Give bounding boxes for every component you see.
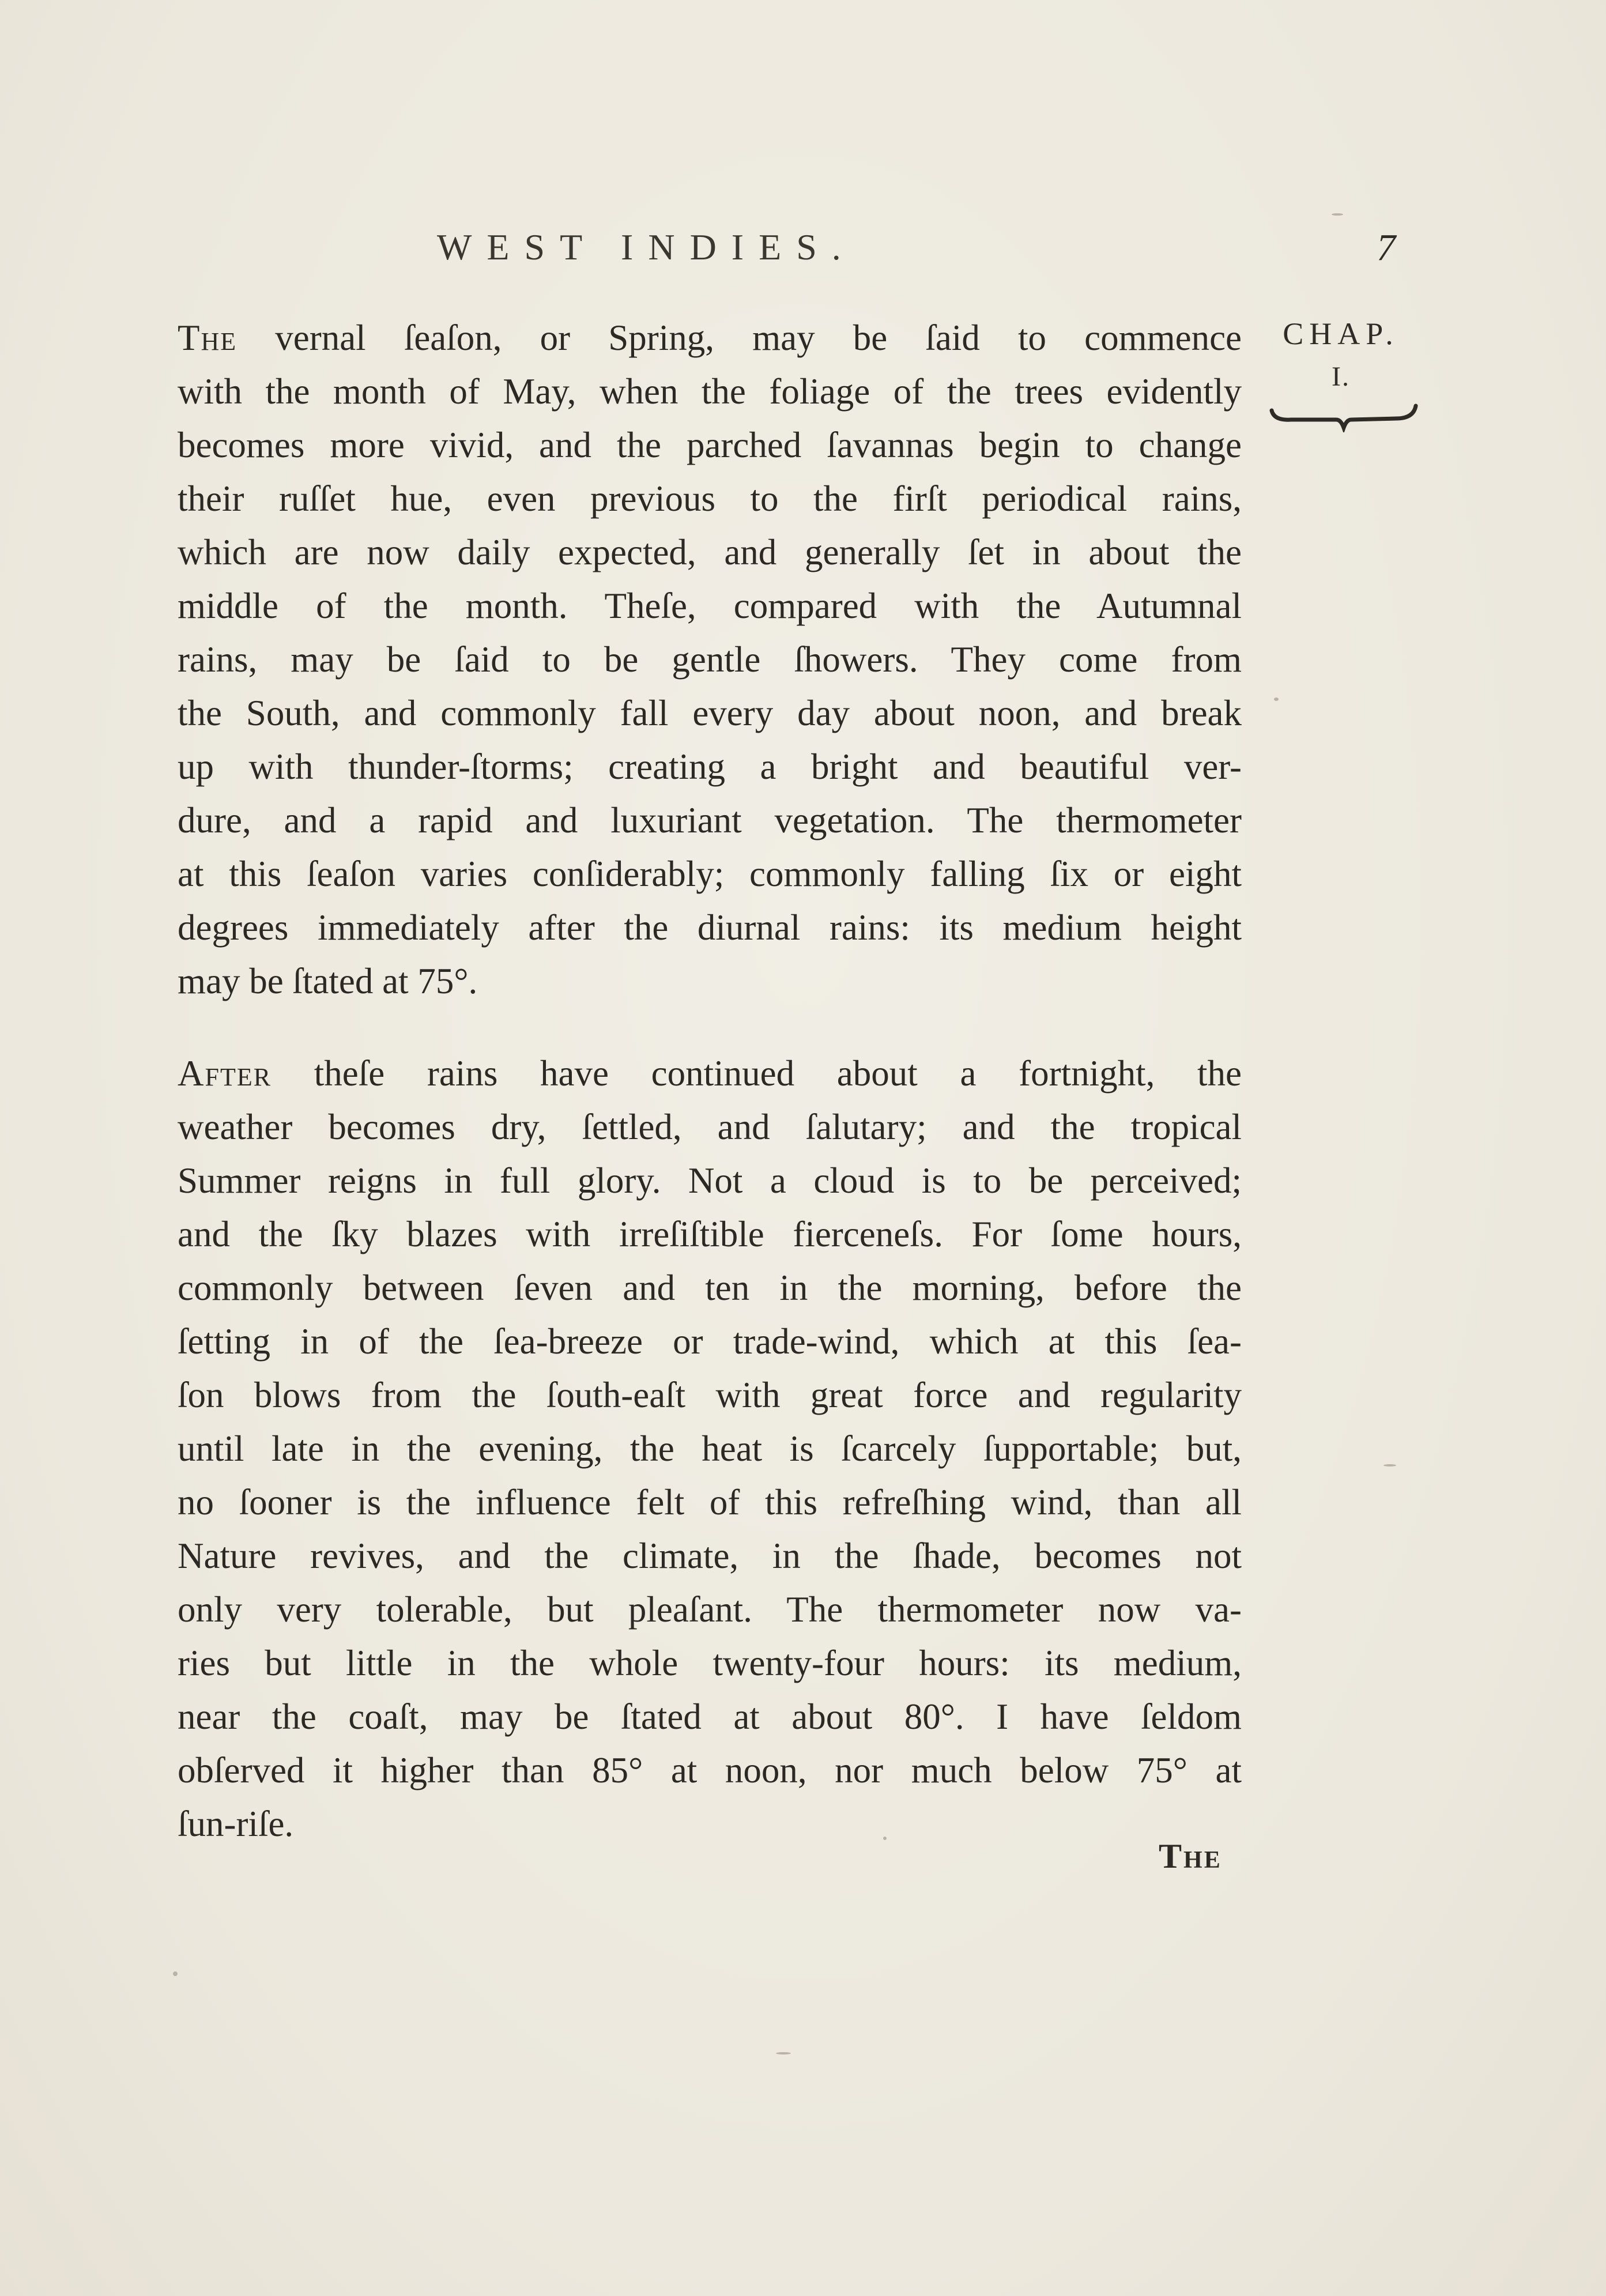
text-line: becomes more vivid, and the parched ſavannas begin to change <box>178 425 1242 465</box>
paper-speck <box>1383 1464 1396 1466</box>
text-line: Summer reigns in full glory. Not a cloud is to be perceived; <box>178 1160 1242 1201</box>
text-line: until late in the evening, the heat is ſcarcely ſupportable; but, <box>178 1428 1242 1469</box>
text-line: which are now daily expected, and generally ſet in about the <box>178 532 1242 572</box>
page-number: 7 <box>1377 227 1396 269</box>
paper-speck <box>1332 213 1343 216</box>
text-line: up with thunder-ſtorms; creating a bright and beautiful ver- <box>178 747 1242 787</box>
brace-ornament <box>1268 398 1419 432</box>
paragraph-summer <box>178 1047 1242 1851</box>
text-line: at this ſeaſon varies conſiderably; commonly falling ſix or eight <box>178 854 1242 894</box>
text-line: ſun-riſe. <box>178 1804 294 1844</box>
lead-word: The <box>178 318 237 358</box>
text-line: rains, may be ſaid to be gentle ſhowers. They come from <box>178 639 1242 680</box>
chapter-number: I. <box>1332 361 1350 392</box>
text-line: and the ſky blazes with irreſiſtible fierceneſs. For ſome hours, <box>178 1214 1242 1254</box>
text-line: ries but little in the whole twenty-four hours: its medium, <box>178 1643 1242 1683</box>
text-line: weather becomes dry, ſettled, and ſalutary; and the tropical <box>178 1107 1242 1147</box>
text-line: ſetting in of the ſea-breeze or trade-wind, which at this ſea- <box>178 1321 1242 1362</box>
text-line: degrees immediately after the diurnal rains: its medium height <box>178 907 1242 948</box>
text-line: near the coaſt, may be ſtated at about 80°. I have ſeldom <box>178 1696 1242 1737</box>
paper-speck <box>1274 698 1279 701</box>
text-line: their ruſſet hue, even previous to the firſt periodical rains, <box>178 478 1242 519</box>
text-line: with the month of May, when the foliage of the trees evidently <box>178 371 1242 412</box>
paper-speck <box>883 1837 887 1840</box>
text-line: the South, and commonly fall every day about noon, and break <box>178 693 1242 733</box>
catchword: The <box>1159 1837 1222 1875</box>
text-line: After theſe rains have continued about a fortnight, the <box>178 1053 1242 1094</box>
text-line: Nature revives, and the climate, in the ſhade, becomes not <box>178 1536 1242 1576</box>
text-line: middle of the month. Theſe, compared with the Autumnal <box>178 586 1242 626</box>
lead-word: After <box>178 1053 272 1094</box>
text-line: ſon blows from the ſouth-eaſt with great force and regularity <box>178 1375 1242 1415</box>
text-line: may be ſtated at 75°. <box>178 961 478 1001</box>
paper-speck <box>776 2052 791 2054</box>
text-line: only very tolerable, but pleaſant. The thermometer now va- <box>178 1589 1242 1630</box>
running-head: WEST INDIES. <box>437 227 856 267</box>
paper-speck <box>173 1971 178 1976</box>
chapter-label: CHAP. <box>1283 316 1399 351</box>
text-line: The vernal ſeaſon, or Spring, may be ſaid to commence <box>178 318 1242 358</box>
text-line: obſerved it higher than 85° at noon, nor much below 75° at <box>178 1750 1242 1790</box>
text-line: no ſooner is the influence felt of this refreſhing wind, than all <box>178 1482 1242 1522</box>
paragraph-spring <box>178 311 1242 1008</box>
text-line: dure, and a rapid and luxuriant vegetation. The thermometer <box>178 800 1242 840</box>
text-line: commonly between ſeven and ten in the morning, before the <box>178 1268 1242 1308</box>
marginal-note <box>1272 316 1410 393</box>
